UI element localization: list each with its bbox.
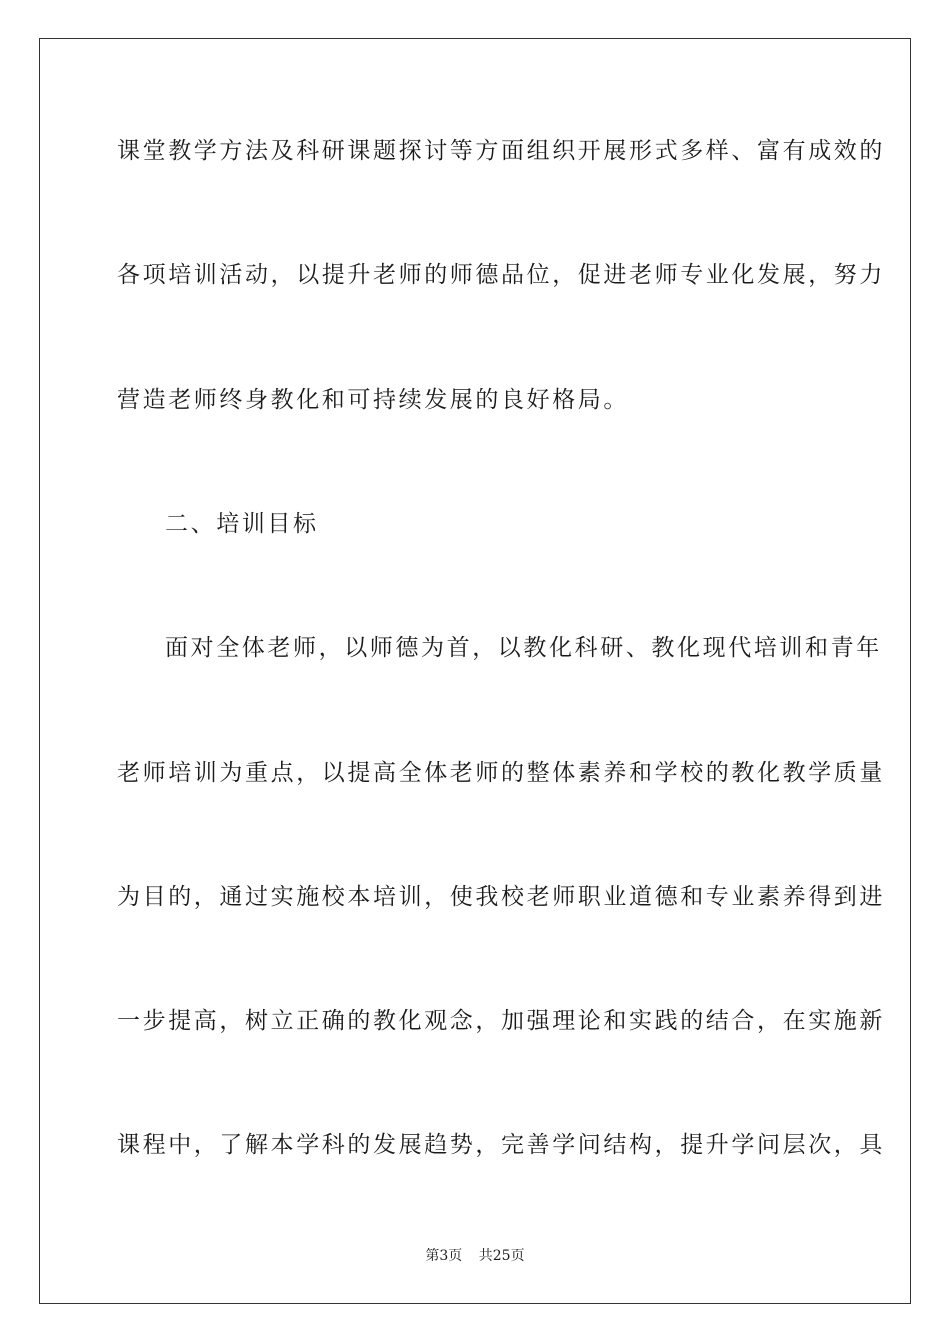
page-number-current: 第3页 (425, 1248, 463, 1264)
body-text-line-3: 营造老师终身教化和可持续发展的良好格局。 (117, 387, 629, 413)
section-heading: 二、培训目标 (165, 511, 319, 537)
body-text-line-7: 为目的，通过实施校本培训，使我校老师职业道德和专业素养得到进 (117, 884, 885, 910)
body-text-line-1: 课堂教学方法及科研课题探讨等方面组织开展形式多样、富有成效的 (117, 138, 885, 164)
body-text-line-6: 老师培训为重点，以提高全体老师的整体素养和学校的教化教学质量 (117, 760, 885, 786)
page-number-total: 共25页 (478, 1248, 525, 1264)
page-border (39, 38, 911, 1304)
body-text-line-8: 一步提高，树立正确的教化观念，加强理论和实践的结合，在实施新 (117, 1008, 885, 1034)
body-text-line-9: 课程中，了解本学科的发展趋势，完善学问结构，提升学问层次，具 (117, 1132, 885, 1158)
body-text-line-2: 各项培训活动，以提升老师的师德品位，促进老师专业化发展，努力 (117, 262, 885, 288)
body-text-line-5: 面对全体老师，以师德为首，以教化科研、教化现代培训和青年 (165, 635, 882, 661)
page-footer (0, 1246, 950, 1266)
